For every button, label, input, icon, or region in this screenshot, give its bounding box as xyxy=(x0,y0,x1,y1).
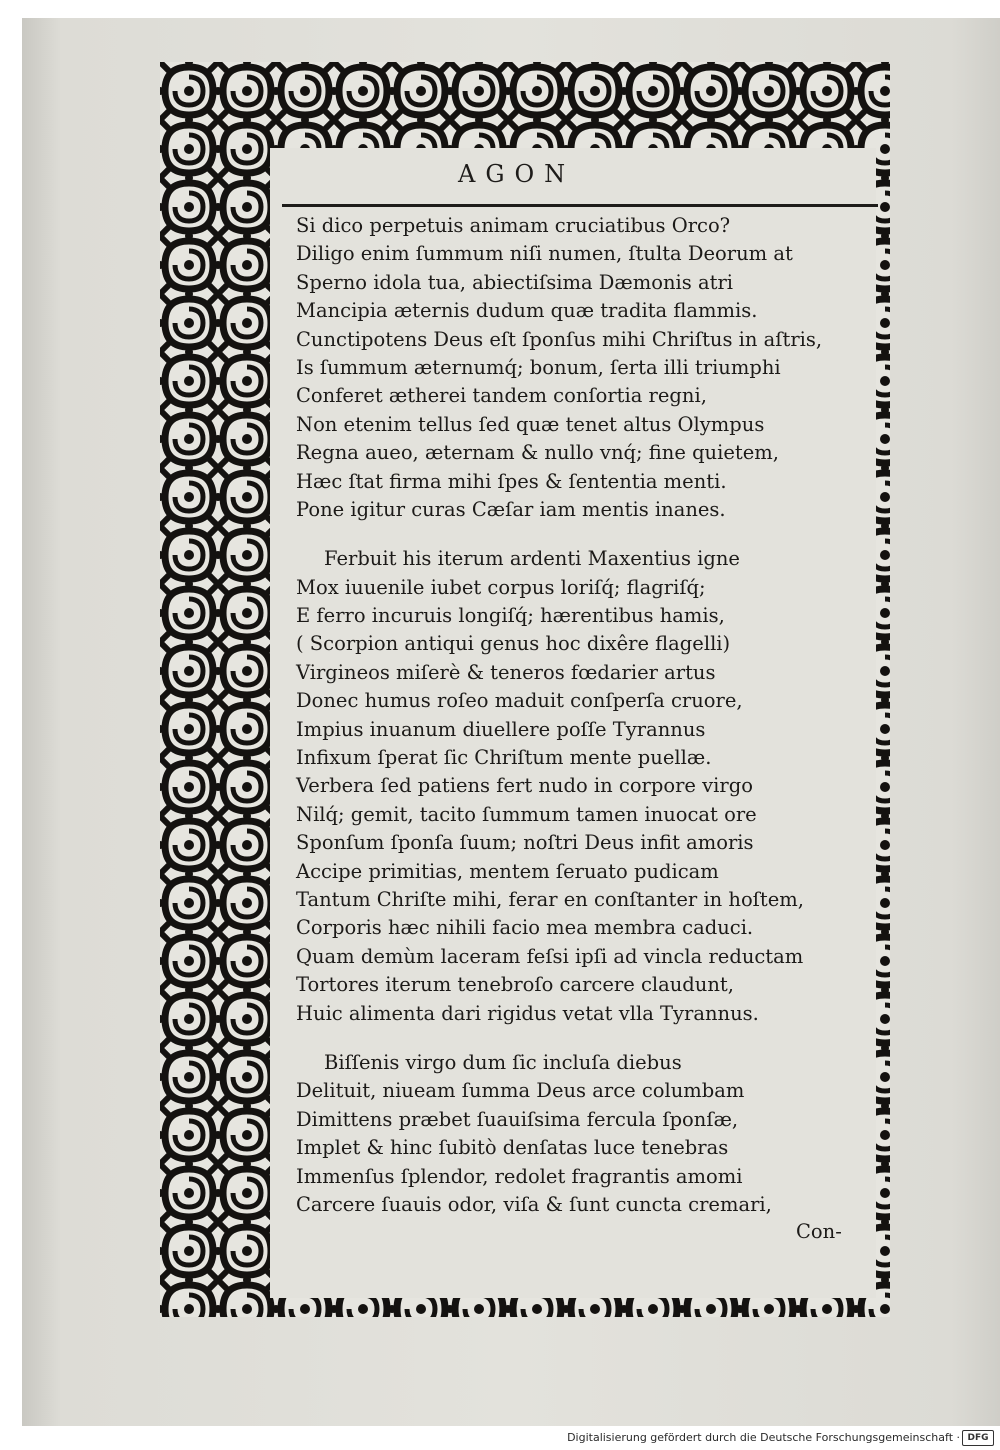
verse-line: Regna aueo, æternam & nullo vnq́; fine quietem, xyxy=(296,441,779,465)
verse-line: Tortores iterum tenebroſo carcere claudunt, xyxy=(296,973,734,997)
running-head: AGON xyxy=(458,160,576,188)
verse-line: Virgineos miſerè & teneros fœdarier artus xyxy=(296,660,716,684)
verse-line: E ferro incuruis longiſq́; hærentibus hamis, xyxy=(296,604,725,628)
verse-line: Biſſenis virgo dum ſic incluſa diebus xyxy=(324,1050,682,1074)
funding-credit: Digitalisierung gefördert durch die Deutsche Forschungsgemeinschaft · xyxy=(567,1431,960,1444)
verse-line: Dimittens præbet ſuauiſsima fercula ſponſæ, xyxy=(296,1107,739,1131)
verse-line: Impius inuanum diuellere poſſe Tyrannus xyxy=(296,717,706,741)
verse-line: Ferbuit his iterum ardenti Maxentius igne xyxy=(324,547,740,571)
verse-line: Pone igitur curas Cæſar iam mentis inanes. xyxy=(296,497,726,521)
verse-line: Sponſum ſponſa ſuum; noſtri Deus infit amoris xyxy=(296,831,754,855)
verse-line: Non etenim tellus ſed quæ tenet altus Olympus xyxy=(296,412,765,436)
verse-line: Conferet ætherei tandem conſortia regni, xyxy=(296,384,707,408)
digitization-footer xyxy=(0,1426,1000,1450)
verse-line: Corporis hæc nihili facio mea membra caduci. xyxy=(296,916,754,940)
dfg-logo: DFG xyxy=(962,1430,994,1446)
verse-line: Sperno idola tua, abiectiſsima Dæmonis atri xyxy=(296,270,734,294)
verse-line: Mox iuuenile iubet corpus loriſq́; flagriſq́; xyxy=(296,575,706,599)
verse-line: Accipe primitias, mentem ſeruato pudicam xyxy=(296,859,719,883)
poem-text xyxy=(296,212,876,1219)
verse-line: Quam demùm laceram feſsi ipſi ad vincla reductam xyxy=(296,944,804,968)
stanza-gap xyxy=(296,1028,876,1049)
verse-line: Immenſus ſplendor, redolet fragrantis amomi xyxy=(296,1164,743,1188)
verse-line: Implet & hinc ſubitò denſatas luce tenebras xyxy=(296,1136,729,1160)
verse-line: Tantum Chriſte mihi, ferar en conſtanter in hoſtem, xyxy=(296,887,804,911)
verse-line: Nilq́; gemit, tacito ſummum tamen inuocat ore xyxy=(296,802,757,826)
verse-line: ( Scorpion antiqui genus hoc dixêre flagelli) xyxy=(296,632,731,656)
verse-line: Infixum ſperat ſic Chriſtum mente puellæ. xyxy=(296,746,712,770)
verse-line: Is ſummum æternumq́; bonum, ſerta illi triumphi xyxy=(296,355,781,379)
verse-line: Carcere ſuauis odor, viſa & ſunt cuncta cremari, xyxy=(296,1192,772,1216)
verse-line: Verbera ſed patiens fert nudo in corpore virgo xyxy=(296,774,753,798)
verse-line: Mancipia æternis dudum quæ tradita flammis. xyxy=(296,299,758,323)
verse-line: Delituit, niueam ſumma Deus arce columbam xyxy=(296,1079,745,1103)
verse-line: Donec humus roſeo maduit conſperſa cruore, xyxy=(296,689,743,713)
verse-line: Huic alimenta dari rigidus vetat vlla Tyrannus. xyxy=(296,1001,759,1025)
stanza-container xyxy=(296,212,876,1219)
verse-line: Diligo enim ſummum niſi numen, ſtulta Deorum at xyxy=(296,242,793,266)
verse-line: Si dico perpetuis animam cruciatibus Orco? xyxy=(296,214,731,237)
stanza-gap xyxy=(296,524,876,545)
verse-line: Cunctipotens Deus eſt ſponſus mihi Chriſtus in aſtris, xyxy=(296,327,823,351)
verse-line: Hæc ſtat firma mihi ſpes & ſententia menti. xyxy=(296,469,727,493)
catchword: Con- xyxy=(796,1220,842,1243)
header-rule xyxy=(282,204,878,207)
